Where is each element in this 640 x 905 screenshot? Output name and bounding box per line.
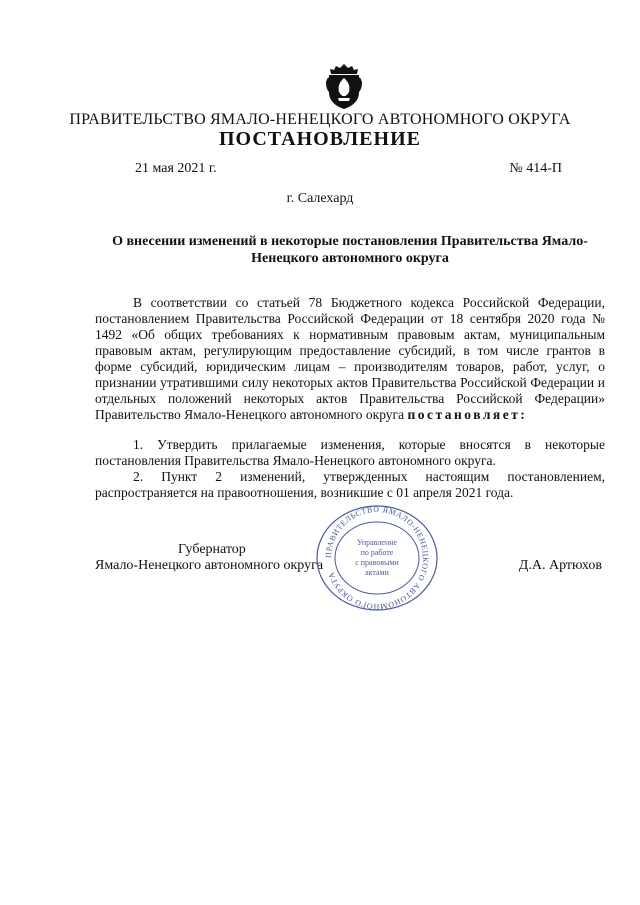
preamble-paragraph [95,295,605,423]
stamp-inner-line-1: Управление [356,538,398,547]
resolves-word: постановляет: [407,407,528,422]
document-date: 21 мая 2021 г. [135,161,217,176]
stamp-outer-text: ПРАВИТЕЛЬСТВО ЯМАЛО-НЕНЕЦКОГО АВТОНОМНОГО ОКРУГА [323,504,431,612]
government-name: ПРАВИТЕЛЬСТВО ЯМАЛО-НЕНЕЦКОГО АВТОНОМНОГО ОКРУГА [69,111,571,128]
coat-of-arms-icon [324,62,364,110]
document-city: г. Салехард [286,191,354,206]
document-subject: О внесении изменений в некоторые постановления Правительства Ямало-Ненецкого автономного округа [112,234,588,266]
stamp-inner-line-3: с правовыми [355,558,399,567]
document-type: ПОСТАНОВЛЕНИЕ [219,128,421,150]
document-number: № 414-П [509,161,562,176]
stamp-inner-line-2: по работе [360,548,394,557]
signatory-title: Губернатор [178,542,246,557]
resolution-item-2: 2. Пункт 2 изменений, утвержденных настоящим постановлением, распространяется на правоотношения, возникшие с 01 апреля 2021 года. [95,469,605,500]
resolution-item-1: 1. Утвердить прилагаемые изменения, которые вносятся в некоторые постановления Правительства Ямало-Ненецкого автономного округа. [95,437,605,468]
preamble-text: В соответствии со статьей 78 Бюджетного кодекса Российской Федерации, постановлением Правительства Российской Федерации от 18 сентября 2020 года № 1492 «Об общих требованиях к нормативным правовым актам, муниципальным правовым актам, регулирующим предоставление субсидий, в том числе грантов в форме субсидий, юридическим лицам – производителям товаров, работ, услуг, о признании утратившими силу некоторых актов Правительства Российской Федерации и отдельных положений некоторых актов Правительства Российской Федерации» Правительство Ямало-Ненецкого автономного округа [95,295,605,422]
official-stamp [314,503,440,613]
stamp-inner-line-4: актами [365,568,389,577]
signatory-name: Д.А. Артюхов [518,558,602,573]
signatory-region: Ямало-Ненецкого автономного округа [95,558,324,573]
